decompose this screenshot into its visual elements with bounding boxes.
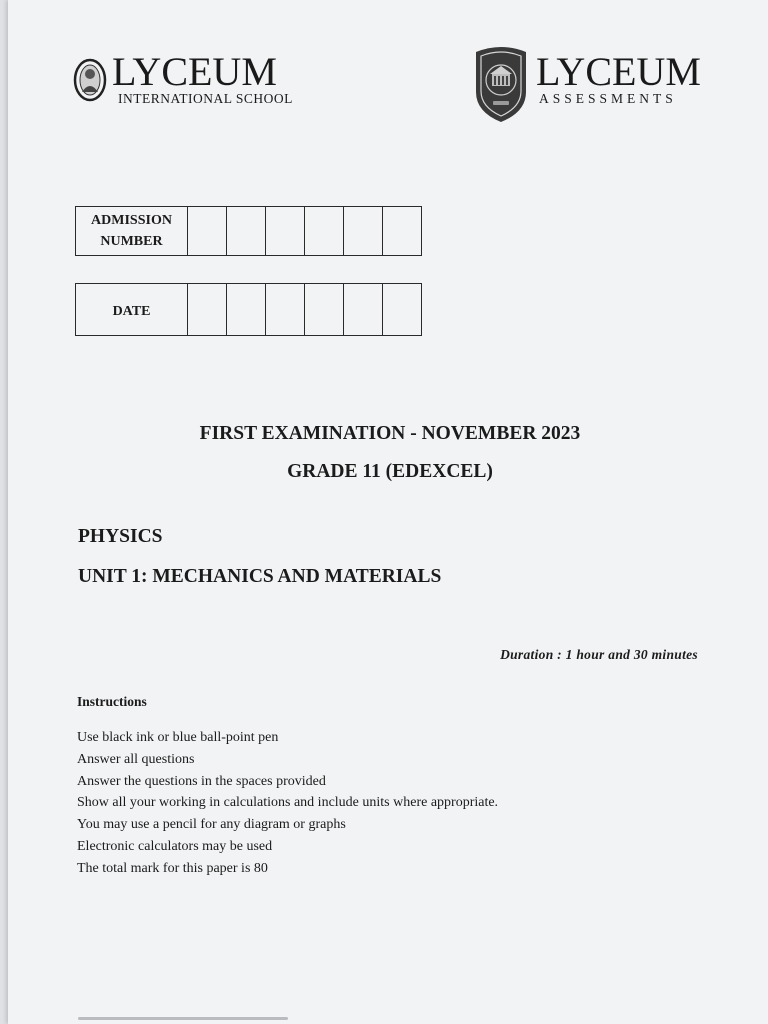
instructions-heading: Instructions: [77, 694, 147, 709]
admission-digit-box[interactable]: [344, 207, 383, 256]
admission-digit-box[interactable]: [305, 207, 344, 256]
admission-label-line1: ADMISSION: [91, 213, 172, 228]
exam-duration: Duration : 1 hour and 30 minutes: [500, 647, 698, 662]
unit-title: UNIT 1: MECHANICS AND MATERIALS: [78, 566, 442, 587]
date-digit-box[interactable]: [188, 284, 227, 336]
subject-title: PHYSICS: [78, 526, 163, 547]
instructions-list: [77, 727, 498, 880]
admission-digit-box[interactable]: [188, 207, 227, 256]
date-label: DATE: [76, 284, 188, 336]
exam-title: FIRST EXAMINATION - NOVEMBER 2023: [199, 423, 581, 444]
footer-faded-text: [78, 1017, 288, 1020]
admission-digit-box[interactable]: [266, 207, 305, 256]
date-digit-box[interactable]: [344, 284, 383, 336]
instruction-item: Show all your working in calculations and include units where appropriate.: [77, 795, 499, 811]
date-digit-box[interactable]: [383, 284, 422, 336]
brand-name-left: LYCEUM: [112, 49, 277, 94]
brand-subtitle-right: ASSESSMENTS: [539, 91, 677, 106]
admission-number-label: [76, 207, 188, 256]
lyceum-assessments-shield-logo: [472, 42, 530, 124]
brand-subtitle-left: INTERNATIONAL SCHOOL: [118, 91, 293, 106]
lyceum-school-brand: [112, 49, 293, 107]
date-digit-box[interactable]: [227, 284, 266, 336]
instruction-item: The total mark for this paper is 80: [77, 860, 268, 876]
instruction-item: Answer all questions: [77, 751, 195, 767]
instruction-item: Electronic calculators may be used: [77, 838, 273, 854]
brand-name-right: LYCEUM: [536, 49, 701, 94]
admission-digit-box[interactable]: [227, 207, 266, 256]
date-digit-box[interactable]: [266, 284, 305, 336]
admission-number-grid: [75, 206, 422, 256]
admission-label-line2: NUMBER: [100, 234, 163, 249]
lyceum-assessments-brand: [536, 49, 701, 107]
lyceum-crest-logo: [73, 58, 107, 102]
instruction-item: Answer the questions in the spaces provided: [77, 773, 326, 789]
instruction-item: You may use a pencil for any diagram or graphs: [77, 817, 346, 833]
date-digit-box[interactable]: [305, 284, 344, 336]
date-grid: [75, 283, 422, 336]
admission-digit-box[interactable]: [383, 207, 422, 256]
exam-grade: GRADE 11 (EDEXCEL): [287, 461, 493, 482]
instruction-item: Use black ink or blue ball-point pen: [77, 730, 279, 745]
